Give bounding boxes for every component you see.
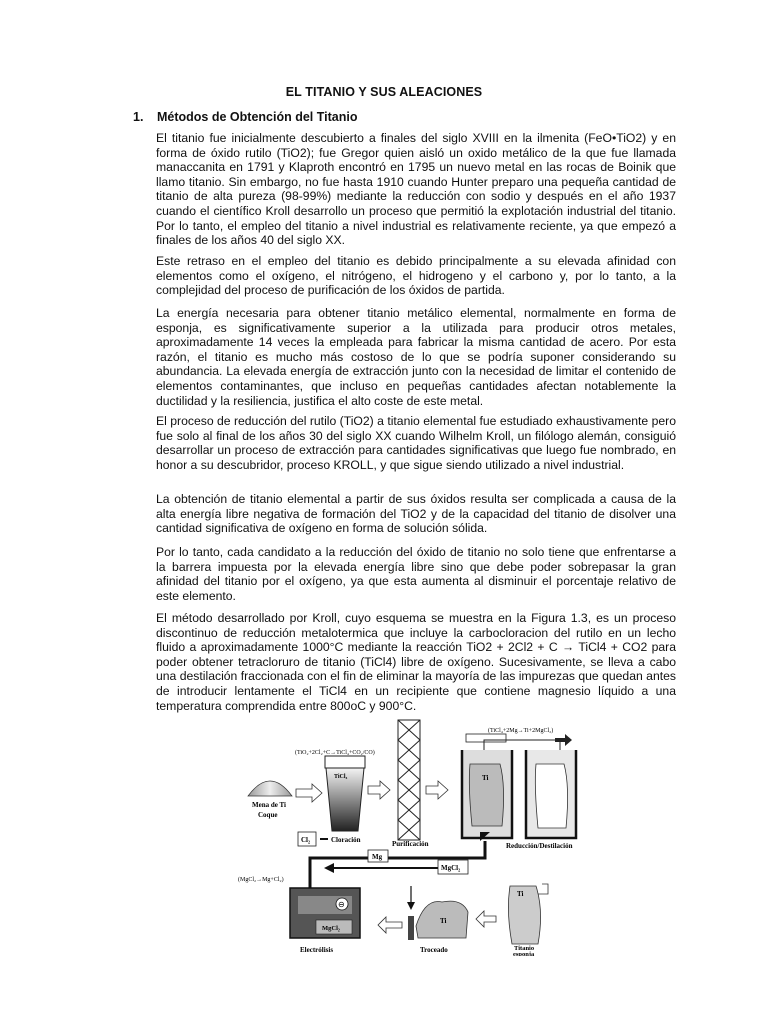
chlorination-label: Cloración [331, 836, 361, 844]
cl2-label: Cl₂ [301, 836, 311, 844]
arrow-purification-to-reduction-icon [426, 781, 448, 799]
arrow-vessel-out-icon [555, 734, 572, 746]
purification-column-shape [398, 720, 420, 840]
paragraph-6: Por lo tanto, cada candidato a la reducción del óxido de titanio no solo tiene que enfrentarse a la barrera impuesta por la elevada energía libre sino que debe poder sobrepasar la gran afinidad del titanio por el oxígeno, ya que esta aumenta al disminuir el porcentaje relativo de este elemento. [156, 545, 676, 603]
sponge-label-2: esponja [513, 951, 535, 956]
paragraph-4: El proceso de reducción del rutilo (TiO2) a titanio elemental fue estudiado exhaustivamente pero fue solo al final de los años 30 del siglo XX cuando Wilhelm Kroll, un filólogo alemán, consiguió desarrollar un proceso de extracción para cantidades significativas que luego fue nombrado, en honor a su descubridor, proceso KROLL, y que sigue siendo utilizado a nivel industrial. [156, 414, 676, 472]
titanium-sponge-shape [508, 886, 540, 944]
cutting-press-arrow-icon [407, 902, 415, 910]
paragraph-1: El titanio fue inicialmente descubierto a finales del siglo XVIII en la ilmenita (FeO•TiO2) y en forma de óxido rutilo (TiO2); fue Gregor quien aisló un oxido metálico de la que fue llamada manaccanita en 1791 y Klaproth encontró en 1795 un nuevo metal en las rocas de Boinik que llamo titanio. Sin embargo, no fue hasta 1910 cuando Hunter preparo una pequeña cantidad de titanio de alta pureza (98-99%) mediante la reducción con sodio y después en el año 1937 cuando el científico Kroll desarrollo un proceso que permitió la explotación industrial del titanio. Por lo tanto, el empleo del titanio a nivel industrial es relativamente reciente, ya que empezó a finales de los años 40 del siglo XX. [156, 131, 676, 248]
arrow-sponge-to-cutting-icon [476, 911, 496, 927]
kroll-process-figure [230, 716, 600, 956]
cutting-ti-label: Ti [440, 917, 447, 925]
mg-label: Mg [372, 853, 383, 861]
section-title: Métodos de Obtención del Titanio [157, 110, 358, 124]
chlorination-top-shape [325, 756, 365, 768]
electrolysis-mgcl2-label: MgCl₂ [322, 925, 340, 932]
ticl4-label: TiCl₄ [334, 774, 348, 780]
reaction-chlorination-label: (TiO₂+2Cl₂+C→TiCl₄+CO₂/CO) [295, 750, 375, 756]
paragraph-3: La energía necesaria para obtener titanio metálico elemental, normalmente en forma de esponja, es significativamente superior a la utilizada para producir otros metales, aproximadamente 14 veces la empleada para fabricar la misma cantidad de acero. Por esta razón, el titanio es mucho más costoso de lo que se podría suponer considerando su abundancia. La elevada energía de extracción junto con la necesidad de limitar el contenido de elementos contaminantes, que incluso en pequeñas cantidades afectan notablemente la ductilidad y la resiliencia, justifica el alto coste de este metal. [156, 306, 676, 408]
cutting-blade-shape [408, 916, 414, 940]
paragraph-5: La obtención de titanio elemental a partir de sus óxidos resulta ser complicada a causa de la alta energía libre negativa de formación del TiO2 y de la capacidad del titanio de disolver una cantidad significativa de oxígeno en forma de solución sólida. [156, 492, 676, 536]
ore-label-2: Coque [258, 811, 278, 819]
arrow-ore-to-chlorination-icon [296, 784, 322, 802]
arrow-chlorination-to-purification-icon [368, 781, 390, 799]
reduction-top-pipe-shape [466, 734, 506, 742]
sponge-ti-label: Ti [517, 890, 524, 898]
distillation-inner-shape [535, 764, 567, 828]
arrow-cutting-to-electrolysis-icon [378, 917, 402, 933]
document-title: EL TITANIO Y SUS ALEACIONES [285, 85, 483, 99]
paragraph-7: El método desarrollado por Kroll, cuyo esquema se muestra en la Figura 1.3, es un proceso discontinuo de reducción metalotermica que incluye la carbocloracion del rutilo en un lecho fluido a aproximadamente 1000°C mediante la reacción TiO2 + 2Cl2 + C → TiCl4 + CO2 para poder obtener tetracloruro de titanio (TiCl4) libre de oxígeno. Sucesivamente, se lleva a cabo una destilación fraccionada con el fin de eliminar la mayoría de las impurezas que quedan antes de introducir lentamente el TiCl4 en un recipiente que contiene magnesio líquido a una temperatura comprendida entre 800oC y 900°C. [156, 611, 676, 713]
cutting-label: Troceado [420, 946, 448, 954]
electrolysis-label: Electrólisis [300, 946, 334, 954]
vessel-to-sponge-line-shape [538, 884, 548, 894]
mgcl2-label: MgCl₂ [441, 864, 461, 872]
section-heading [133, 110, 357, 124]
purification-label: Purificación [392, 840, 429, 848]
ore-pile-shape [248, 781, 292, 796]
reaction-reduction-label: (TiCl₄+2Mg→Ti+2MgCl₂) [488, 728, 554, 734]
section-number: 1. [133, 110, 144, 124]
reaction-electrolysis-label: (MgCl₂→Mg+Cl₂) [238, 877, 284, 883]
ti-vessel-label: Ti [482, 774, 489, 782]
paragraph-2: Este retraso en el empleo del titanio es debido principalmente a su elevada afinidad con elementos como el oxígeno, el nitrógeno, el hidrogeno y el carbono y, por lo tanto, a la complejidad del proceso de purificación de los óxidos de partida. [156, 254, 676, 298]
ore-label-1: Mena de Ti [252, 801, 286, 809]
mgcl2-arrow-left-icon [324, 863, 334, 873]
sponge-label-1: Titanio [514, 945, 535, 952]
reduction-label: Reducción/Destilación [506, 842, 573, 850]
minus-sign-label: ⊖ [338, 900, 345, 909]
